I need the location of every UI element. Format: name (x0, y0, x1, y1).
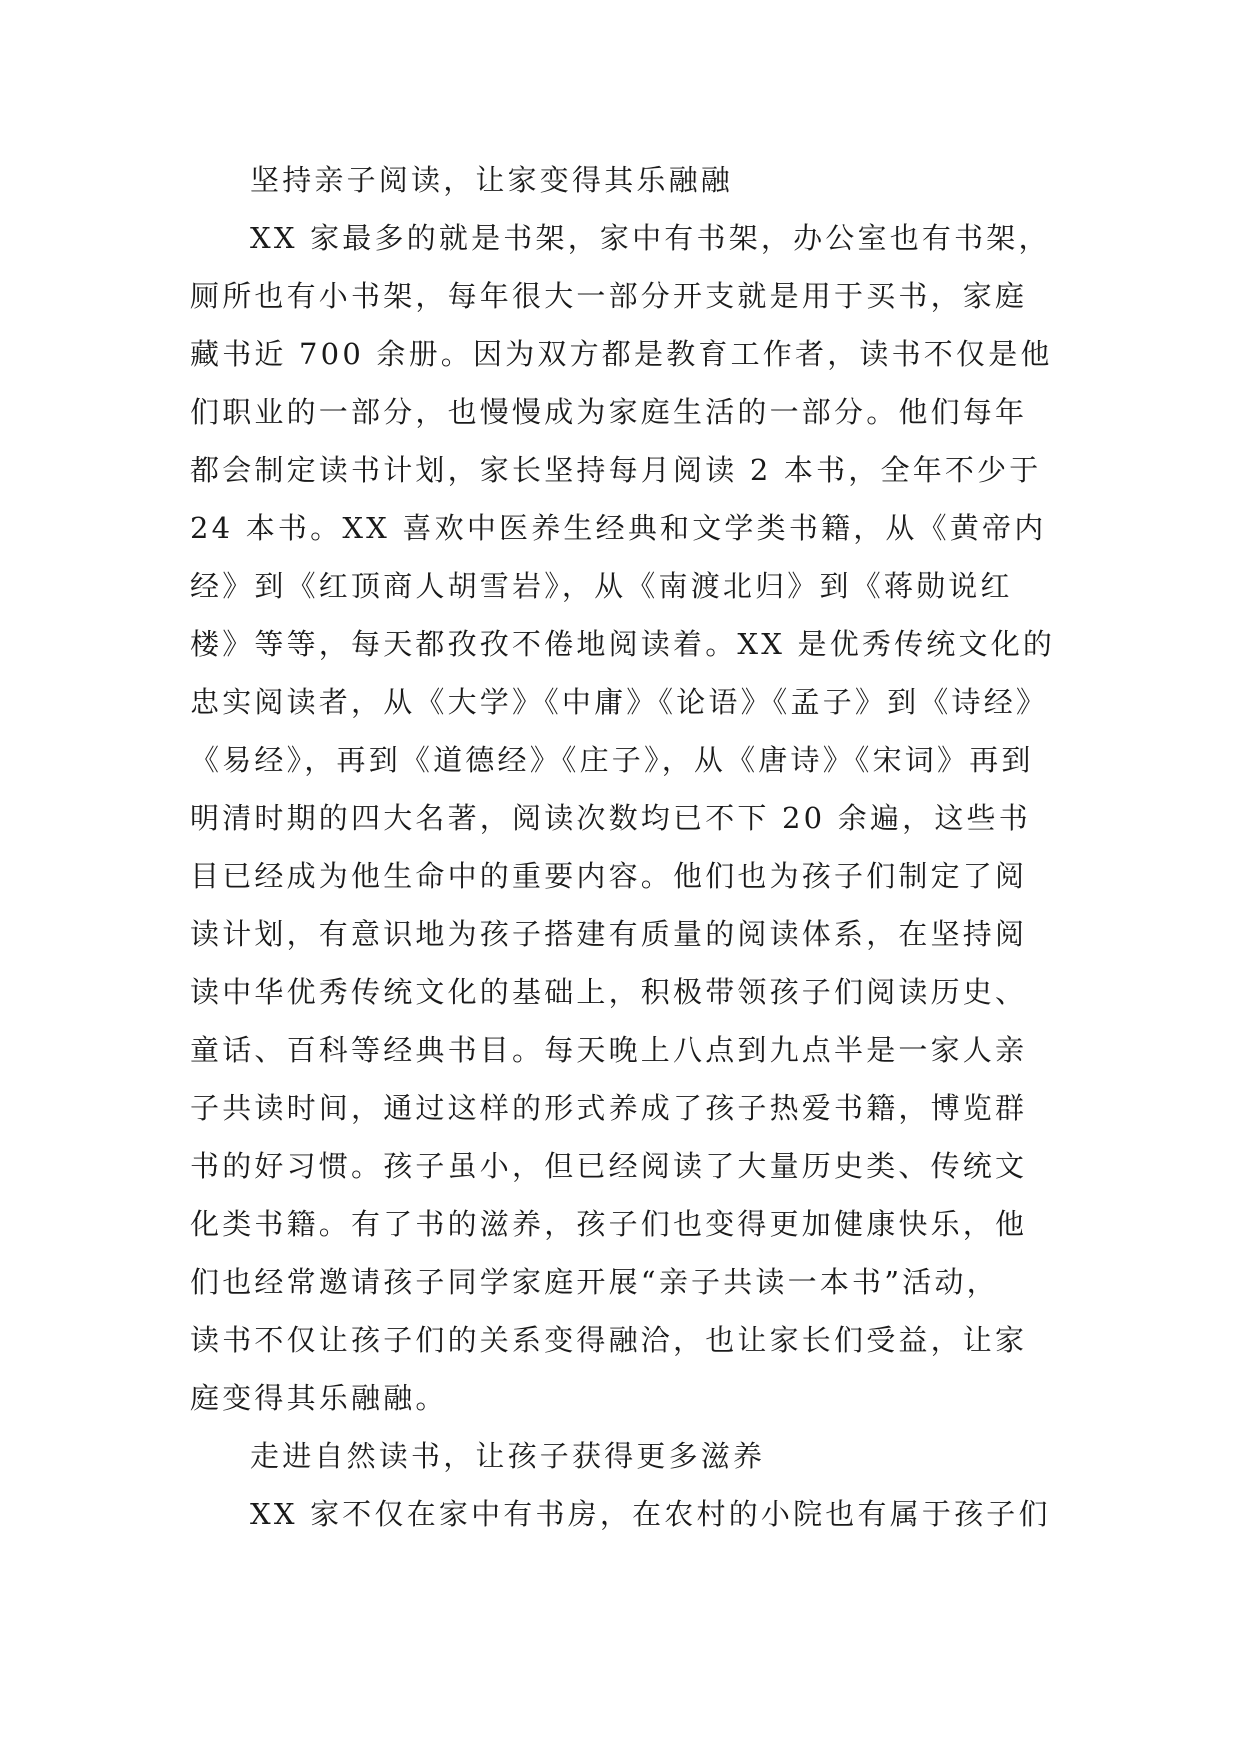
paragraph-1-line-19: 们也经常邀请孩子同学家庭开展“亲子共读一本书”活动， (190, 1265, 999, 1299)
paragraph-1-line-21: 庭变得其乐融融。 (190, 1381, 448, 1415)
paragraph-1-line-11: 明清时期的四大名著，阅读次数均已不下 20 余遍，这些书 (190, 801, 1031, 835)
section-heading-1: 坚持亲子阅读，让家变得其乐融融 (250, 163, 734, 197)
paragraph-1-line-10: 《易经》，再到《道德经》《庄子》，从《唐诗》《宋词》再到 (190, 743, 1034, 777)
paragraph-1-line-14: 读中华优秀传统文化的基础上，积极带领孩子们阅读历史、 (190, 975, 1028, 1009)
paragraph-1-line-5: 都会制定读书计划，家长坚持每月阅读 2 本书，全年不少于 (190, 453, 1042, 487)
paragraph-1-line-3: 藏书近 700 余册。因为双方都是教育工作者，读书不仅是他 (190, 337, 1053, 371)
paragraph-1-line-20: 读书不仅让孩子们的关系变得融洽，也让家长们受益，让家 (190, 1323, 1028, 1357)
paragraph-1-line-2: 厕所也有小书架，每年很大一部分开支就是用于买书，家庭 (190, 279, 1028, 313)
paragraph-1-line-7: 经》到《红顶商人胡雪岩》，从《南渡北归》到《蒋勋说红 (190, 569, 1013, 603)
paragraph-2-line-1: XX 家不仅在家中有书房，在农村的小院也有属于孩子们 (250, 1497, 1051, 1531)
paragraph-1-line-18: 化类书籍。有了书的滋养，孩子们也变得更加健康快乐，他 (190, 1207, 1028, 1241)
paragraph-1-line-15: 童话、百科等经典书目。每天晚上八点到九点半是一家人亲 (190, 1033, 1028, 1067)
paragraph-1-line-6: 24 本书。XX 喜欢中医养生经典和文学类书籍，从《黄帝内 (190, 511, 1047, 545)
paragraph-1-line-13: 读计划，有意识地为孩子搭建有质量的阅读体系，在坚持阅 (190, 917, 1028, 951)
paragraph-1-line-16: 子共读时间，通过这样的形式养成了孩子热爱书籍，博览群 (190, 1091, 1028, 1125)
paragraph-1-line-4: 们职业的一部分，也慢慢成为家庭生活的一部分。他们每年 (190, 395, 1028, 429)
paragraph-1-line-1: XX 家最多的就是书架，家中有书架，办公室也有书架， (250, 221, 1051, 255)
paragraph-1-line-17: 书的好习惯。孩子虽小，但已经阅读了大量历史类、传统文 (190, 1149, 1028, 1183)
paragraph-1-line-12: 目已经成为他生命中的重要内容。他们也为孩子们制定了阅 (190, 859, 1028, 893)
section-heading-2: 走进自然读书，让孩子获得更多滋养 (250, 1439, 766, 1473)
paragraph-1-line-9: 忠实阅读者，从《大学》《中庸》《论语》《孟子》到《诗经》 (190, 685, 1049, 719)
paragraph-1-line-8: 楼》等等，每天都孜孜不倦地阅读着。XX 是优秀传统文化的 (190, 627, 1056, 661)
